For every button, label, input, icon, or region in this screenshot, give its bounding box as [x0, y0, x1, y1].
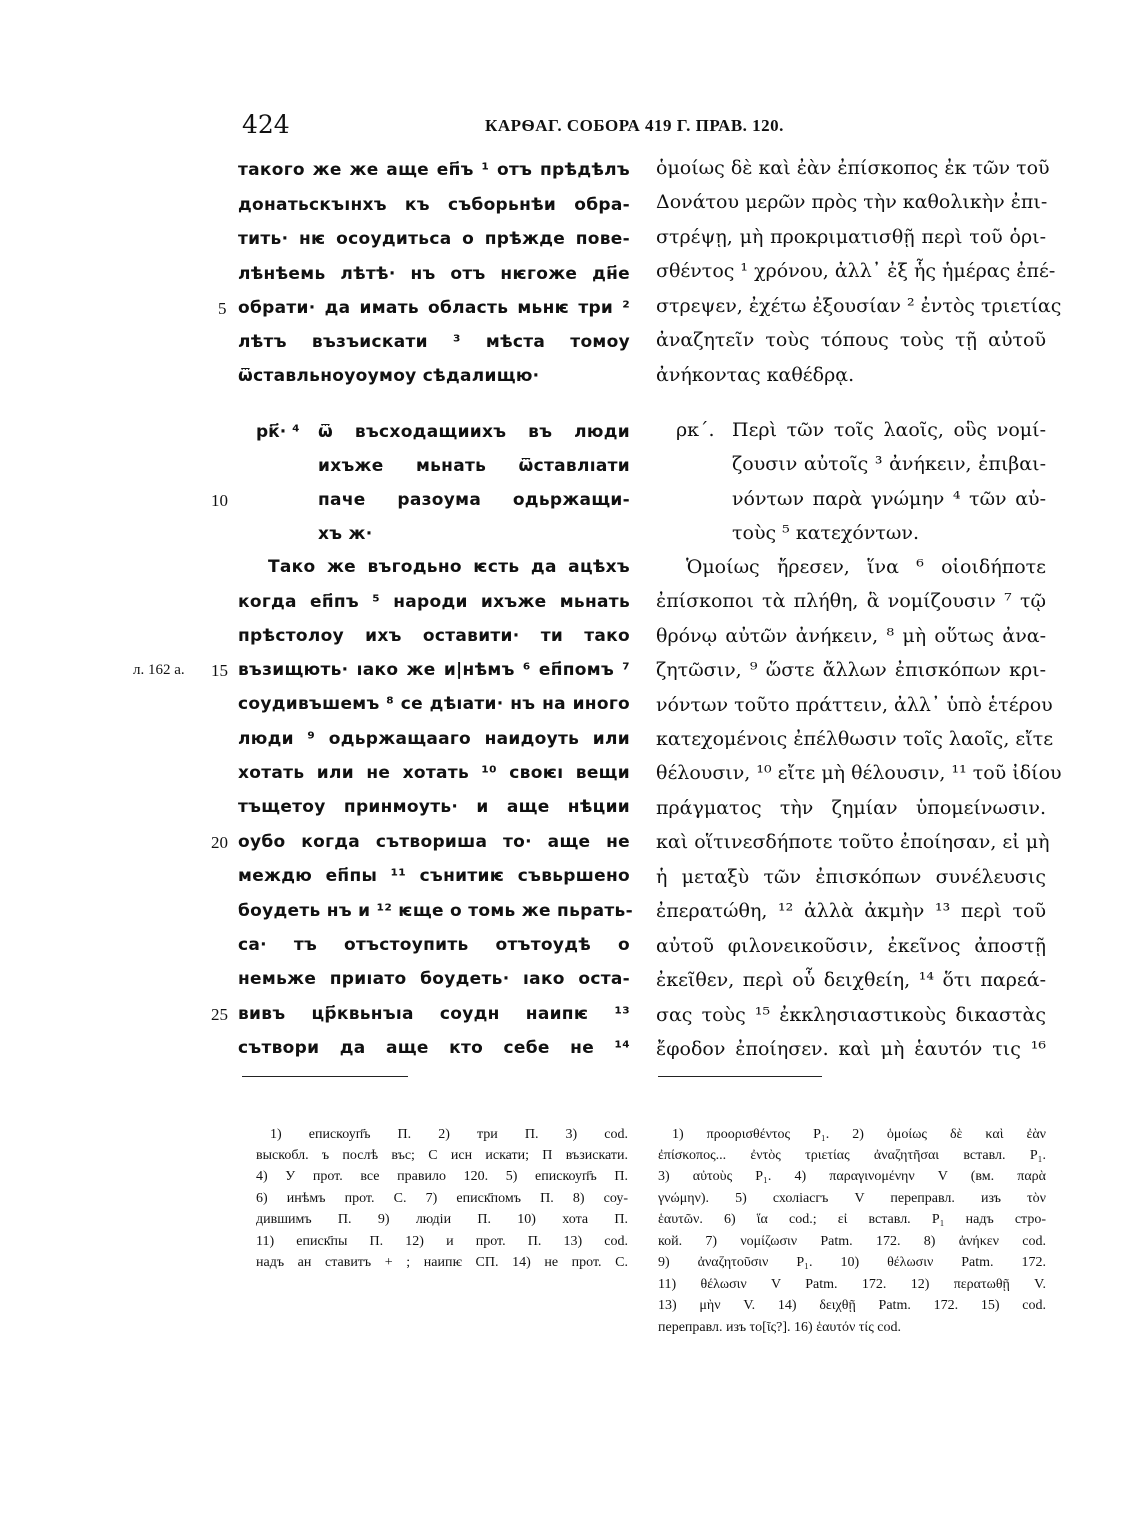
footnote-line: надъ ан ставитъ + ; наипѥ СП. 14) не прот. С. — [256, 1255, 628, 1270]
page-number: 424 — [242, 110, 290, 139]
text-line: ἀνήκοντας καθέδρᾳ. — [656, 364, 855, 386]
text-line: Δονάτου μερῶν πρὸς τὴν καθολικὴν ἐπι- — [656, 191, 1048, 213]
text-line: лѣнѣемь лѣтѣ· нъ отъ нѥгоже дн҃е — [238, 264, 630, 284]
folio-reference: л. 162 а. — [133, 662, 185, 678]
heading-line: хъ ж· — [318, 524, 373, 544]
footnote-line: γνώμην). 5) схоліасгъ V переправл. изъ τὸν — [658, 1191, 1046, 1206]
text-line: σας τοὺς ¹⁵ ἐκκλησιαστικοὺς δικαστὰς — [656, 1004, 1046, 1026]
footnote-line: кой. 7) νομίζωσιν Patm. 172. 8) ἀνήκεν cod. — [658, 1234, 1046, 1249]
text-line: възищють· ıако же и|нѣмъ ⁶ еп҃помъ ⁷ — [238, 660, 630, 680]
text-line: Ὁμοίως ἤρεσεν, ἵνα ⁶ οἱοιδήποτε — [686, 556, 1046, 578]
canon-number: ρκ´. — [676, 419, 715, 441]
text-line: вивъ цр҃квьнъıа соудн наипѥ ¹³ — [238, 1004, 630, 1024]
text-line: тить· нѥ осоудитьса о прѣжде пове- — [238, 229, 630, 249]
line-number: 10 — [211, 491, 228, 510]
line-number: 25 — [211, 1005, 228, 1024]
text-line: αὐτοῦ φιλονεικοῦσιν, ἐκεῖνος ἀποστῇ — [656, 935, 1046, 957]
text-line: сътвори да аще кто себе не ¹⁴ — [238, 1038, 630, 1058]
line-number: 5 — [218, 299, 227, 318]
text-line: νόντων τοῦτο πράττειν, ἀλλ᾽ ὑπὸ ἑτέρου — [656, 694, 1053, 716]
text-line: θρόνῳ αὐτῶν ἀνήκειν, ⁸ μὴ οὕτως ἀνα- — [656, 625, 1046, 647]
text-line: люди ⁹ одьржащааго наидоуть или — [238, 729, 630, 749]
text-line: ἐπίσκοποι τὰ πλήθη, ἃ νομίζουσιν ⁷ τῷ — [656, 590, 1046, 612]
text-line: соудивъшемъ ⁸ се дѣıати· нъ на иного — [238, 694, 630, 714]
text-line: са· тъ отъстоупить отътоудѣ о — [238, 935, 630, 955]
text-line: оубо когда сътвориша то· аще не — [238, 832, 630, 852]
footnote-line: 13) μὴν V. 14) δειχθῇ Patm. 172. 15) cod. — [658, 1298, 1046, 1313]
line-number: 15 — [211, 661, 228, 680]
text-line: междю еп҃пы ¹¹ сънитиѥ съвьршено — [238, 866, 630, 886]
footnote-line: 1) епискоуп҃ъ П. 2) три П. 3) cod. — [270, 1127, 628, 1142]
text-line: лѣтъ възъискати ³ мѣста томоу — [238, 332, 630, 352]
text-line: хотать или не хотать ¹⁰ своѥı вещи — [238, 763, 630, 783]
footnote-line: ἑαυτῶν. 6) ἵα cod.; εἰ вставл. P₁ надъ стро- — [658, 1212, 1046, 1227]
heading-line: ѿ въсходащиихъ въ люди — [318, 422, 630, 442]
text-line: ἡ μεταξὺ τῶν ἐπισκόπων συνέλευσις — [656, 866, 1046, 888]
slavonic-column — [238, 0, 638, 1529]
text-line: донатьскъıнхъ къ съборьнѣи обра- — [238, 195, 630, 215]
footnote-line: 6) инѣмъ прот. С. 7) еписк҃помъ П. 8) соу- — [256, 1191, 628, 1206]
text-line: πράγματος τὴν ζημίαν ὑπομείνωσιν. — [656, 797, 1046, 819]
text-line: ζητῶσιν, ⁹ ὥστε ἄλλων ἐπισκόπων κρι- — [656, 659, 1046, 681]
footnote-line: выскобл. ъ послѣ въс; С исн искати; П възискати. — [256, 1148, 628, 1163]
text-line: κατεχομένοις ἐπέλθωσιν τοῖς λαοῖς, εἴτε — [656, 728, 1054, 750]
text-line: ἔφοδον ἐποίησεν. καὶ μὴ ἑαυτόν τις ¹⁶ — [656, 1038, 1046, 1060]
text-line: ἀναζητεῖν τοὺς τόπους τοὺς τῇ αὐτοῦ — [656, 329, 1046, 351]
footnote-line: дившимъ П. 9) людіи П. 10) хота П. — [256, 1212, 628, 1227]
heading-line: ζουσιν αὐτοῖς ³ ἀνήκειν, ἐπιβαι- — [732, 453, 1046, 475]
text-line: обрати· да имать область мьнѥ три ² — [238, 298, 630, 318]
text-line: тъщетоу принмоуть· и аще нѣции — [238, 797, 630, 817]
footnote-line: 3) αὐτοὺς P₁. 4) παραγινομένην V (вм. παρὰ — [658, 1169, 1046, 1184]
heading-line: паче разоума одьржащи- — [318, 490, 630, 510]
footnote-rule — [658, 1076, 822, 1077]
text-line: στρέψῃ, μὴ προκριματισθῇ περὶ τοῦ ὁρι- — [656, 226, 1046, 248]
footnote-line: 1) προορισθέντος P₁. 2) ὁμοίως δὲ καὶ ἐὰν — [672, 1127, 1046, 1142]
canon-number: рк҃· ⁴ — [256, 422, 300, 442]
text-line: боудеть нъ и ¹² ѥще о томь же пьрать- — [238, 901, 633, 921]
heading-line: τοὺς ⁵ κατεχόντων. — [732, 522, 919, 544]
text-line: когда еп҃пъ ⁵ народи ихъже мьнать — [238, 592, 630, 612]
footnote-line: 11) епиcк҃пы П. 12) и прот. П. 13) cod. — [256, 1234, 628, 1249]
footnote-rule — [242, 1076, 408, 1077]
text-line: καὶ οἵτινεσδήποτε τοῦτο ἐποίησαν, εἰ μὴ — [656, 831, 1050, 853]
text-line: Тако же въгодьно ѥсть да ацѣхъ — [268, 557, 630, 577]
text-line: ὁμοίως δὲ καὶ ἐὰν ἐπίσκοπος ἐκ τῶν τοῦ — [656, 157, 1050, 179]
footnote-line: переправл. изъ το[ῖς?]. 16) ἑαυτόν τίς cod. — [658, 1320, 901, 1335]
line-number: 20 — [211, 833, 228, 852]
text-line: немьже приıато боудеть· ıако оста- — [238, 969, 630, 989]
footnote-line: 11) θέλωσιν V Patm. 172. 12) περατωθῇ V. — [658, 1277, 1046, 1292]
text-line: прѣстолоу ихъ оставити· ти тако — [238, 626, 630, 646]
footnote-line: ἐπίσκοπος... ἐντὸς τριετίας ἀναζητῆσαι вставл. P₁. — [658, 1148, 1046, 1163]
text-line: ἐκεῖθεν, περὶ οὗ δειχθείη, ¹⁴ ὅτι παρεά- — [656, 969, 1046, 991]
heading-line: νόντων παρὰ γνώμην ⁴ τῶν αὐ- — [732, 488, 1046, 510]
text-line: σθέντος ¹ χρόνου, ἀλλ᾽ ἐξ ἧς ἡμέρας ἐπέ- — [656, 260, 1056, 282]
heading-line: ихъже мьнать ѿставлıати — [318, 456, 630, 476]
footnote-line: 9) ἀναζητοῦσιν P₁. 10) θέλωσιν Patm. 172. — [658, 1255, 1046, 1270]
running-head: КАРѲАГ. СОБОРА 419 Г. ПРАВ. 120. — [485, 116, 784, 135]
heading-line: Περὶ τῶν τοῖς λαοῖς, οὓς νομί- — [732, 419, 1046, 441]
text-line: θέλουσιν, ¹⁰ εἴτε μὴ θέλουσιν, ¹¹ τοῦ ἰδίου — [656, 762, 1062, 784]
text-line: ѿставльноуоумоу сѣдалищю· — [238, 366, 540, 386]
text-line: στρεψεν, ἐχέτω ἐξουσίαν ² ἐντὸς τριετίας — [656, 295, 1062, 317]
text-line: ἐπερατώθη, ¹² ἀλλὰ ἀκμὴν ¹³ περὶ τοῦ — [656, 900, 1046, 922]
text-line: такого же же аще еп҃ъ ¹ отъ прѣдѣлъ — [238, 160, 630, 180]
footnote-line: 4) У прот. все правило 120. 5) епискоуп҃ъ П. — [256, 1169, 628, 1184]
